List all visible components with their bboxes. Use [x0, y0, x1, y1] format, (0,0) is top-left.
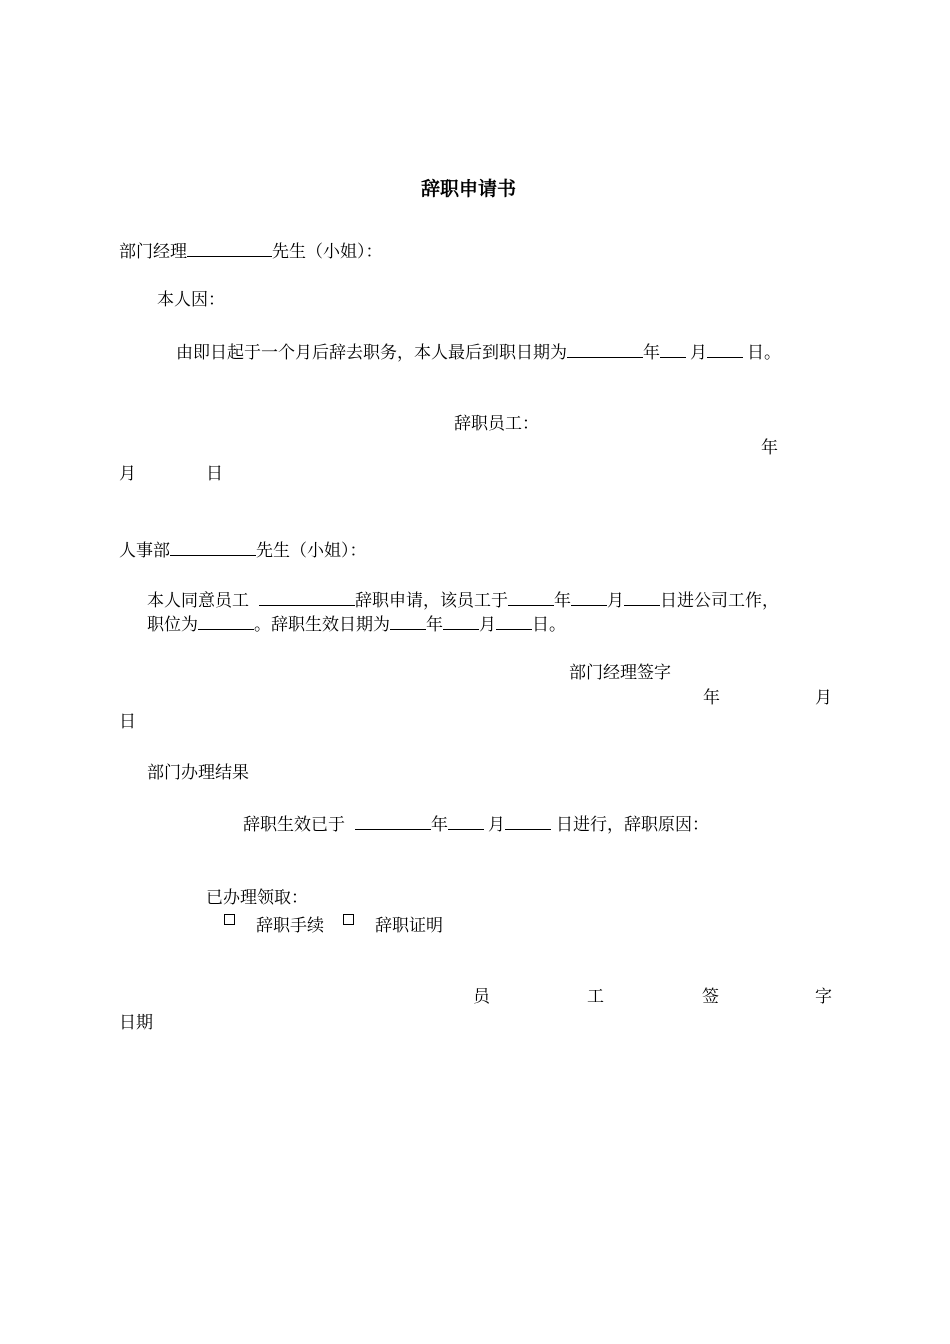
month-label: 月 — [479, 615, 496, 635]
document-title: 辞职申请书 — [421, 178, 517, 200]
salutation-suffix: 先生（小姐）： — [272, 242, 383, 262]
signature-char: 签 — [702, 987, 719, 1007]
join-month-blank[interactable] — [571, 590, 607, 606]
approval-text-2: 辞职申请，该员工于 — [355, 591, 508, 611]
date-year-label: 年 — [761, 438, 778, 458]
month-label: 月 — [690, 343, 707, 363]
result-year-blank[interactable] — [355, 814, 431, 830]
department-result-heading: 部门办理结果 — [147, 763, 249, 783]
approval-line-2 — [147, 614, 566, 634]
hr-prefix: 人事部 — [119, 541, 170, 561]
join-day-blank[interactable] — [624, 590, 660, 606]
date-day-label: 日 — [206, 464, 223, 484]
signature-char: 字 — [815, 987, 832, 1007]
last-day-sentence — [176, 342, 781, 362]
manager-salutation — [119, 241, 383, 261]
effective-day-blank[interactable] — [496, 614, 532, 630]
salutation-prefix: 部门经理 — [119, 242, 187, 262]
last-day-month-blank[interactable] — [660, 342, 686, 358]
result-day-blank[interactable] — [505, 814, 551, 830]
resigning-employee-label: 辞职员工： — [454, 414, 539, 434]
last-day-text: 由即日起于一个月后辞去职务，本人最后到职日期为 — [176, 343, 567, 363]
manager-signature-label: 部门经理签字 — [569, 663, 671, 683]
day-label: 日。 — [747, 343, 781, 363]
effective-month-blank[interactable] — [443, 614, 479, 630]
result-month-blank[interactable] — [448, 814, 484, 830]
last-day-day-blank[interactable] — [707, 342, 743, 358]
reason-label: 本人因： — [157, 290, 225, 310]
hr-salutation — [119, 540, 367, 560]
date-month-label: 月 — [815, 688, 832, 708]
approval-text-3: 日进公司工作， — [660, 591, 779, 611]
year-label: 年 — [643, 343, 660, 363]
effective-date-text: 。辞职生效日期为 — [254, 615, 390, 635]
date-month-label: 月 — [119, 464, 136, 484]
year-label: 年 — [554, 591, 571, 611]
day-label: 日。 — [532, 615, 566, 635]
effective-text: 辞职生效已于 — [243, 815, 345, 835]
employee-name-blank[interactable] — [259, 590, 355, 606]
year-label: 年 — [426, 615, 443, 635]
approval-text: 本人同意员工 — [147, 591, 249, 611]
month-label: 月 — [488, 815, 505, 835]
effective-text-2: 日进行，辞职原因： — [556, 815, 709, 835]
option-certificate: 辞职证明 — [375, 916, 443, 936]
date-year-label: 年 — [703, 688, 720, 708]
signature-char: 员 — [473, 987, 490, 1007]
effective-year-blank[interactable] — [390, 614, 426, 630]
month-label: 月 — [607, 591, 624, 611]
hr-suffix: 先生（小姐）： — [256, 541, 367, 561]
signature-char: 工 — [587, 987, 604, 1007]
checkbox-certificate[interactable] — [343, 914, 354, 925]
position-blank[interactable] — [198, 614, 254, 630]
manager-name-blank[interactable] — [187, 241, 272, 257]
received-label: 已办理领取： — [206, 888, 308, 908]
year-label: 年 — [431, 815, 448, 835]
option-procedure: 辞职手续 — [256, 916, 324, 936]
position-label: 职位为 — [147, 615, 198, 635]
date-day-label: 日 — [119, 712, 136, 732]
checkbox-procedure[interactable] — [224, 914, 235, 925]
hr-name-blank[interactable] — [170, 540, 256, 556]
approval-line-1 — [147, 590, 779, 610]
last-day-year-blank[interactable] — [567, 342, 643, 358]
join-year-blank[interactable] — [508, 590, 554, 606]
date-label: 日期 — [119, 1013, 153, 1033]
effective-sentence — [243, 814, 709, 834]
